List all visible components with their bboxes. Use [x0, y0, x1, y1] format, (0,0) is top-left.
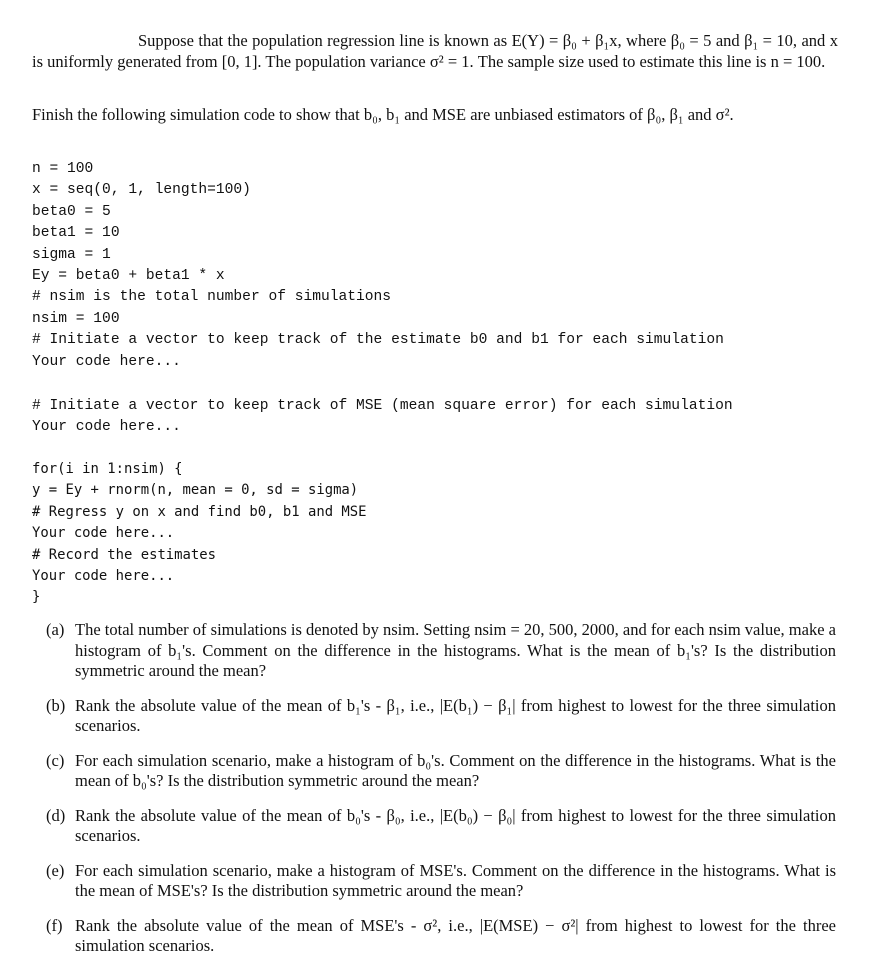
- question-label: (b): [46, 695, 66, 715]
- task-paragraph: Finish the following simulation code to show that b₀, b₁ and MSE are unbiased estimators of β₀, β₁ and σ².: [32, 105, 734, 124]
- question-label: (a): [46, 620, 65, 639]
- question-label: (e): [46, 860, 65, 880]
- question-text: Rank the absolute value of the mean of b₁'s - β₁, i.e., |E(b₁) − β₁| from highest to lowest for the three simulation scenarios.: [75, 695, 836, 735]
- question-item: [46, 861, 836, 902]
- code-block-loop: for(i in 1:nsim) { y = Ey + rnorm(n, mean = 0, sd = sigma) # Regress y on x and find b0, b1 and MSE Your code here... # Record the estimates Your code here... }: [32, 461, 367, 606]
- question-text: Rank the absolute value of the mean of MSE's - σ², i.e., |E(MSE) − σ²| from highest to lowest for the three simulation scenarios.: [75, 915, 836, 955]
- question-text: For each simulation scenario, make a histogram of MSE's. Comment on the difference in the histograms. What is the mean of MSE's? Is the distribution symmetric around the mean?: [75, 860, 836, 900]
- question-text: For each simulation scenario, make a histogram of b₀'s. Comment on the difference in the histograms. What is the mean of b₀'s? Is the distribution symmetric around the mean?: [75, 750, 836, 790]
- question-item: [46, 696, 836, 737]
- question-label: (c): [46, 750, 65, 770]
- question-item: [46, 916, 836, 957]
- code-block-setup: n = 100 x = seq(0, 1, length=100) beta0 = 5 beta1 = 10 sigma = 1 Ey = beta0 + beta1 * x # nsim is the total number of simulations nsim = 100 # Initiate a vector to keep track of the estimate b0 and b1 for each simulation Your code here...: [32, 161, 724, 370]
- question-label: (f): [46, 915, 63, 935]
- question-item: [46, 751, 836, 792]
- intro-paragraph: Suppose that the population regression line is known as E(Y) = β₀ + β₁x, where β₀ = 5 and β₁ = 10, and x is uniformly generated from [0, 1]. The population variance σ² = 1. The sample size used to estimate this line is n = 100.: [32, 31, 838, 71]
- question-text: Rank the absolute value of the mean of b₀'s - β₀, i.e., |E(b₀) − β₀| from highest to lowest for the three simulation scenarios.: [75, 805, 836, 845]
- question-item: [46, 806, 836, 847]
- question-text: The total number of simulations is denoted by nsim. Setting nsim = 20, 500, 2000, and for each nsim value, make a histogram of b₁'s. Comment on the difference in the histograms. What is the mean of b₁'s? Is the distribution symmetric around the mean?: [75, 620, 836, 680]
- code-block-mse-init: # Initiate a vector to keep track of MSE (mean square error) for each simulation Your code here...: [32, 398, 733, 436]
- question-item: [46, 620, 836, 682]
- question-label: (d): [46, 805, 66, 825]
- question-list: [46, 620, 836, 957]
